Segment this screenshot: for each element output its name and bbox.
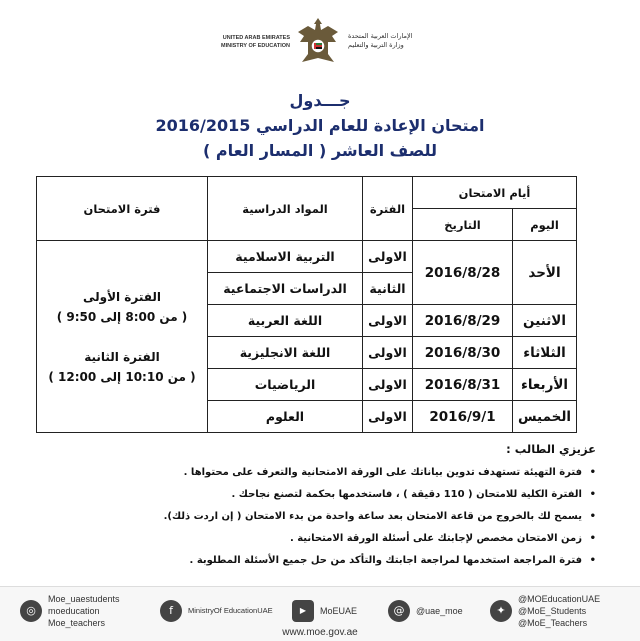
header-english-line: UNITED ARAB EMIRATES (222, 35, 290, 41)
student-notes (76, 442, 596, 572)
facebook-handle: MinistryOf EducationUAE (188, 606, 273, 615)
day-cell: الاثنين (513, 305, 577, 337)
subject-cell: التربية الاسلامية (208, 241, 363, 273)
facebook-block[interactable] (160, 593, 290, 631)
period-cell: الثانية (363, 273, 413, 305)
period-cell: الاولى (363, 241, 413, 273)
day-cell: الخميس (513, 401, 577, 433)
subject-cell: العلوم (208, 401, 363, 433)
youtube-handle: MoEUAE (320, 606, 358, 616)
ministry-header (0, 10, 640, 70)
exam-schedule-table (36, 176, 577, 433)
header-exam-days: أيام الامتحان (413, 177, 577, 209)
subject-cell: الرياضيات (208, 369, 363, 401)
header-exam-period: فترة الامتحان (37, 177, 208, 241)
document-titles (0, 88, 640, 163)
instagram-block[interactable] (20, 593, 140, 631)
period-cell: الاولى (363, 369, 413, 401)
table-row (37, 241, 577, 273)
title-line-3: للصف العاشر ( المسار العام ) (202, 141, 438, 160)
subject-cell: اللغة العربية (208, 305, 363, 337)
header-period: الفترة (363, 177, 413, 241)
header-subjects: المواد الدراسية (208, 177, 363, 241)
youtube-block[interactable] (292, 593, 372, 631)
header-date: التاريخ (413, 209, 513, 241)
instagram-handle: moeducation (48, 606, 100, 616)
list-item: • فترة التهيئة تستهدف تدوين بياناتك على الورقة الامتحانية والتعرف على محتواها . (76, 462, 582, 484)
header-english-line: MINISTRY OF EDUCATION (221, 43, 290, 49)
facebook-icon: f (160, 600, 182, 622)
instagram-icon: ◎ (20, 600, 42, 622)
list-item: • الفترة الكلية للامتحان ( 110 دقيقة ) ، فاستخدمها بحكمة لتصنع نجاحك . (76, 484, 582, 506)
date-cell: 2016/9/1 (413, 401, 513, 433)
social-footer (0, 586, 640, 641)
header-english (221, 34, 290, 50)
twitter-icon: ✦ (490, 600, 512, 622)
twitter-handle: @MoE_Students (518, 606, 587, 616)
first-period-time: ( من 8:00 إلى 9:50 ) (56, 309, 188, 324)
first-period-title: الفترة الأولى (82, 289, 162, 304)
list-item: • فترة المراجعة استخدمها لمراجعة اجابتك والتأكد من حل جميع الأسئلة المطلوبة . (76, 550, 582, 572)
period-cell: الاولى (363, 337, 413, 369)
youtube-icon: ▶ (292, 600, 314, 622)
title-line-2: امتحان الإعادة للعام الدراسي 2016/2015 (155, 116, 485, 135)
instagram-handle: Moe_uaestudents (48, 594, 120, 604)
day-cell: الأحد (513, 241, 577, 305)
notes-greeting: عزيزي الطالب : (506, 442, 596, 456)
header-arabic-line: وزارة التربية والتعليم (348, 41, 404, 49)
day-cell: الثلاثاء (513, 337, 577, 369)
second-period-time: ( من 10:10 إلى 12:00 ) (48, 369, 196, 384)
period-cell: الاولى (363, 305, 413, 337)
at-icon: @ (388, 600, 410, 622)
second-period-title: الفترة الثانية (84, 349, 160, 364)
twitter-block[interactable] (490, 593, 630, 631)
twitter-handles (518, 593, 600, 629)
subject-cell: اللغة الانجليزية (208, 337, 363, 369)
date-cell: 2016/8/30 (413, 337, 513, 369)
uae-emblem-icon (294, 14, 342, 70)
list-item: • زمن الامتحان مخصص لإجابتك على أسئلة الورقة الامتحانية . (76, 528, 582, 550)
title-line-1: جـــدول (289, 91, 351, 110)
header-day: اليوم (513, 209, 577, 241)
instagram-handle: Moe_teachers (48, 618, 106, 628)
date-cell: 2016/8/28 (413, 241, 513, 305)
header-arabic (348, 32, 412, 50)
exam-period-cell (37, 241, 208, 433)
header-arabic-line: الإمارات العربية المتحدة (348, 32, 413, 40)
twitter-handle: @MoE_Teachers (518, 618, 588, 628)
email-handle: @uae_moe (416, 606, 463, 616)
list-item: • يسمح لك بالخروج من قاعة الامتحان بعد ساعة واحدة من بدء الامتحان ( إن اردت ذلك). (76, 506, 582, 528)
period-cell: الاولى (363, 401, 413, 433)
subject-cell: الدراسات الاجتماعية (208, 273, 363, 305)
day-cell: الأربعاء (513, 369, 577, 401)
notes-list (76, 462, 596, 572)
website-link[interactable]: www.moe.gov.ae (282, 627, 358, 638)
email-block[interactable] (388, 593, 478, 631)
twitter-handle: @MOEducationUAE (518, 594, 601, 604)
instagram-handles (48, 593, 120, 629)
date-cell: 2016/8/31 (413, 369, 513, 401)
date-cell: 2016/8/29 (413, 305, 513, 337)
